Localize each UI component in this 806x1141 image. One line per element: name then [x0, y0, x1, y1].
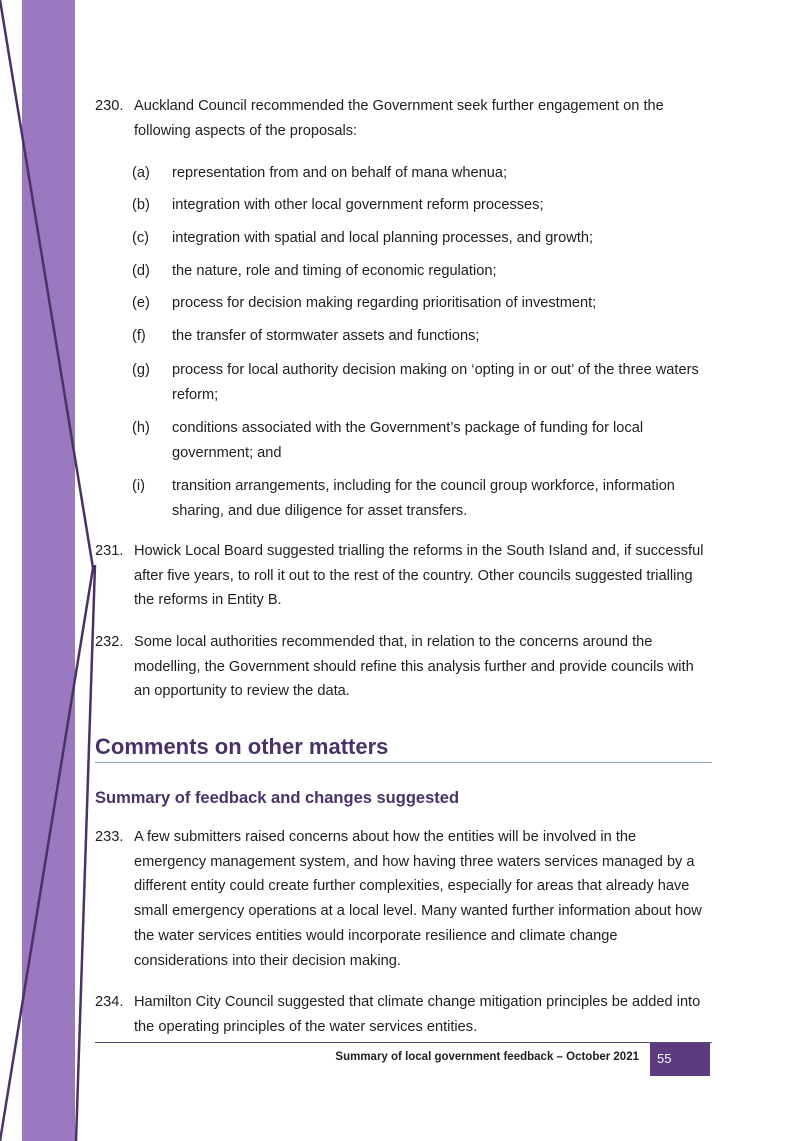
list-item-label: (g)	[132, 362, 150, 378]
heading-divider	[95, 762, 712, 763]
list-item-text: integration with spatial and local planning processes, and growth;	[172, 230, 594, 246]
list-item-label: (e)	[132, 295, 150, 311]
list-item	[95, 416, 705, 465]
paragraph-text: Howick Local Board suggested trialling the reforms in the South Island and, if successful after five years, to roll it out to the rest of the country. Other councils suggested trialling the reforms in Entity B.	[134, 543, 704, 609]
list-item-label: (h)	[132, 420, 150, 436]
list-item-label: (a)	[132, 165, 150, 181]
list-item-text: conditions associated with the Government’s package of funding for local government; and	[172, 420, 644, 461]
list-item-label: (c)	[132, 230, 150, 246]
list-item-label: (d)	[132, 263, 150, 279]
list-item	[95, 324, 705, 349]
paragraph-text: Auckland Council recommended the Government seek further engagement on the following aspects of the proposals:	[134, 98, 664, 139]
paragraph-text: Some local authorities recommended that, in relation to the concerns around the modelling, the Government should refine this analysis further and provide councils with an opportunity to review the data.	[134, 634, 694, 700]
list-item	[95, 259, 705, 284]
list-item	[95, 474, 705, 523]
paragraph-text: Hamilton City Council suggested that climate change mitigation principles be added into the operating principles of the water services entities.	[134, 994, 701, 1035]
list-item-text: process for decision making regarding prioritisation of investment;	[172, 295, 597, 311]
list-item	[95, 226, 705, 251]
list-item-label: (i)	[132, 478, 145, 494]
paragraph-232	[95, 630, 705, 704]
paragraph-number: 230.	[95, 98, 124, 114]
list-item-text: the nature, role and timing of economic regulation;	[172, 263, 497, 279]
paragraph-234	[95, 990, 705, 1039]
paragraph-231	[95, 539, 705, 613]
list-item-text: process for local authority decision making on ‘opting in or out’ of the three waters reform;	[172, 362, 699, 403]
list-item-text: representation from and on behalf of mana whenua;	[172, 165, 508, 181]
footer-title: Summary of local government feedback – October 2021	[335, 1051, 639, 1063]
section-heading: Comments on other matters	[95, 734, 389, 759]
list-item-text: integration with other local government reform processes;	[172, 197, 544, 213]
paragraph-number: 232.	[95, 634, 124, 650]
subsection-heading: Summary of feedback and changes suggested	[95, 789, 460, 807]
paragraph-number: 233.	[95, 829, 124, 845]
decorative-lines	[0, 0, 110, 1141]
paragraph-233	[95, 825, 705, 973]
footer-divider	[95, 1042, 712, 1043]
paragraph-230	[95, 94, 705, 143]
list-item	[95, 291, 705, 316]
list-item-label: (f)	[132, 328, 146, 344]
list-item	[95, 358, 705, 407]
page-number: 55	[657, 1051, 672, 1066]
list-item	[95, 161, 705, 186]
list-item	[95, 193, 705, 218]
paragraph-number: 231.	[95, 543, 124, 559]
paragraph-text: A few submitters raised concerns about how the entities will be involved in the emergency management system, and how having three waters services managed by a different entity could create further complexities, especially for areas that already have small emergency operations at a local level. Many wanted further information about how the water services entities would incorporate resilience and climate change considerations into their decision making.	[134, 829, 702, 969]
paragraph-number: 234.	[95, 994, 124, 1010]
list-item-label: (b)	[132, 197, 150, 213]
list-item-text: the transfer of stormwater assets and functions;	[172, 328, 480, 344]
list-item-text: transition arrangements, including for the council group workforce, information sharing, and due diligence for asset transfers.	[172, 478, 675, 519]
